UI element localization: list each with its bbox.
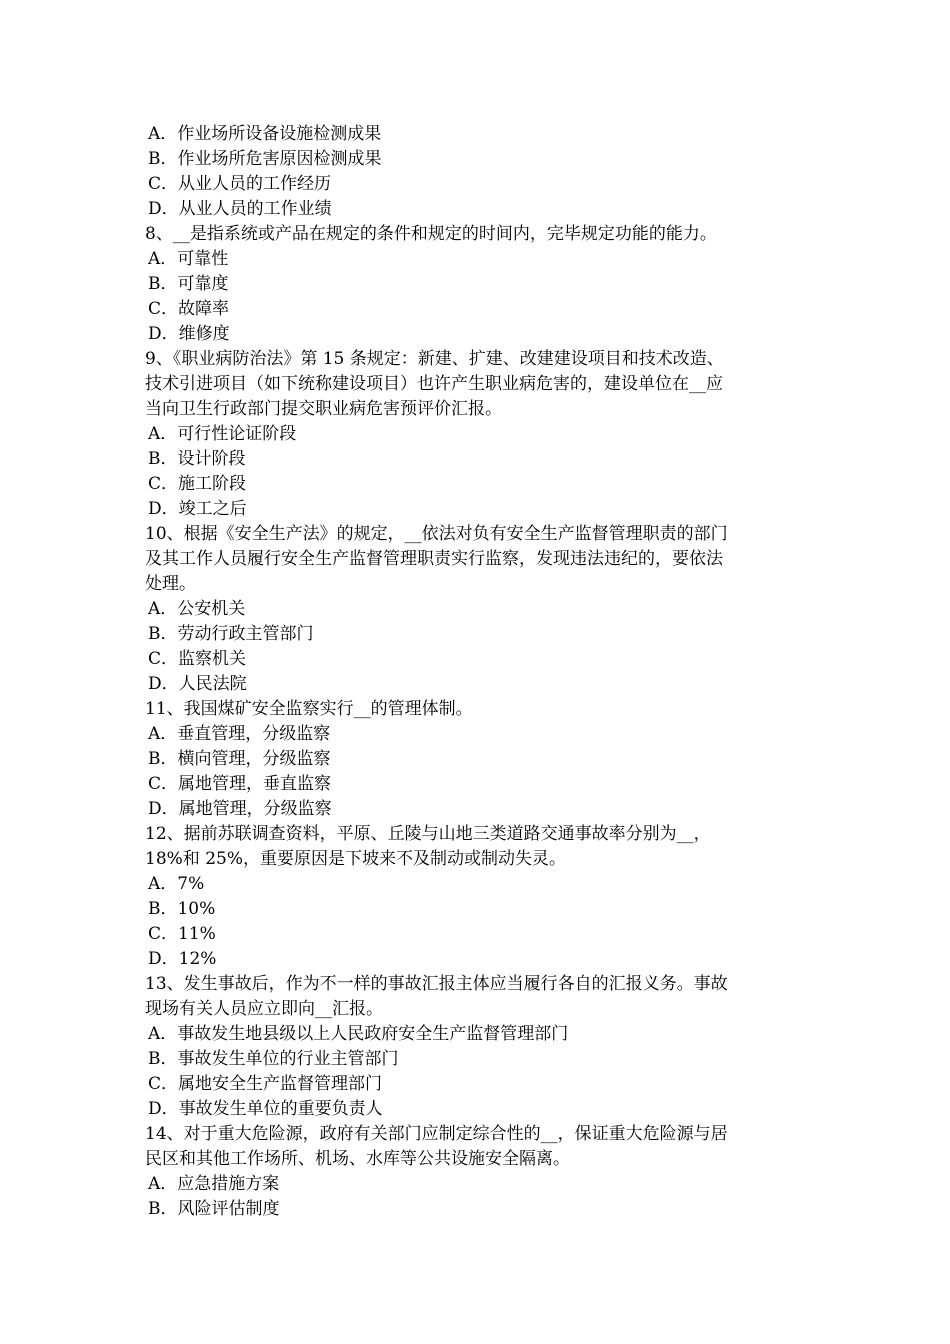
question-text: 12、据前苏联调查资料，平原、丘陵与山地三类道路交通事故率分别为__， [145, 824, 711, 844]
answer-option: D．维修度 [148, 324, 230, 344]
answer-option: D．12% [148, 949, 217, 969]
question-text: 处理。 [145, 574, 196, 594]
answer-option: A．可靠性 [148, 249, 229, 269]
question-text: 及其工作人员履行安全生产监督管理职责实行监察，发现违法违纪的，要依法 [145, 549, 723, 569]
question-text: 当向卫生行政部门提交职业病危害预评价汇报。 [145, 399, 502, 419]
answer-option: D．事故发生单位的重要负责人 [148, 1099, 383, 1119]
document-body [145, 122, 817, 1222]
question-text: 8、__是指系统或产品在规定的条件和规定的时间内，完毕规定功能的能力。 [145, 224, 717, 244]
answer-option: A．垂直管理，分级监察 [148, 724, 331, 744]
question-text: 技术引进项目（如下统称建设项目）也许产生职业病危害的，建设单位在__应 [145, 374, 723, 394]
answer-option: B．劳动行政主管部门 [148, 624, 314, 644]
answer-option: B．横向管理，分级监察 [148, 749, 331, 769]
answer-option: C．11% [148, 924, 216, 944]
answer-option: A．公安机关 [148, 599, 246, 619]
question-text: 14、对于重大危险源，政府有关部门应制定综合性的__，保证重大危险源与居 [145, 1124, 728, 1144]
question-text: 民区和其他工作场所、机场、水库等公共设施安全隔离。 [145, 1149, 570, 1169]
answer-option: B．10% [148, 899, 216, 919]
answer-option: D．属地管理，分级监察 [148, 799, 332, 819]
answer-option: A．事故发生地县级以上人民政府安全生产监督管理部门 [148, 1024, 569, 1044]
answer-option: D．竣工之后 [148, 499, 247, 519]
answer-option: A．7% [148, 874, 205, 894]
answer-option: B．可靠度 [148, 274, 229, 294]
answer-option: C．属地管理，垂直监察 [148, 774, 332, 794]
answer-option: D．从业人员的工作业绩 [148, 199, 332, 219]
question-text: 10、根据《安全生产法》的规定，__依法对负有安全生产监督管理职责的部门 [145, 524, 728, 544]
answer-option: A．可行性论证阶段 [148, 424, 297, 444]
answer-option: D．人民法院 [148, 674, 247, 694]
answer-option: B．风险评估制度 [148, 1199, 280, 1219]
answer-option: C．属地安全生产监督管理部门 [148, 1074, 383, 1094]
question-text: 11、我国煤矿安全监察实行__的管理体制。 [145, 699, 473, 719]
answer-option: A．作业场所设备设施检测成果 [148, 124, 382, 144]
answer-option: A．应急措施方案 [148, 1174, 280, 1194]
question-text: 现场有关人员应立即向__汇报。 [145, 999, 383, 1019]
question-text: 13、发生事故后，作为不一样的事故汇报主体应当履行各自的汇报义务。事故 [145, 974, 728, 994]
answer-option: C．故障率 [148, 299, 230, 319]
answer-option: B．设计阶段 [148, 449, 246, 469]
question-text: 9、《职业病防治法》第 15 条规定：新建、扩建、改建建设项目和技术改造、 [145, 349, 724, 369]
answer-option: C．从业人员的工作经历 [148, 174, 332, 194]
answer-option: C．施工阶段 [148, 474, 247, 494]
question-text: 18%和 25%，重要原因是下坡来不及制动或制动失灵。 [145, 849, 566, 869]
answer-option: B．作业场所危害原因检测成果 [148, 149, 382, 169]
answer-option: C．监察机关 [148, 649, 247, 669]
answer-option: B．事故发生单位的行业主管部门 [148, 1049, 399, 1069]
